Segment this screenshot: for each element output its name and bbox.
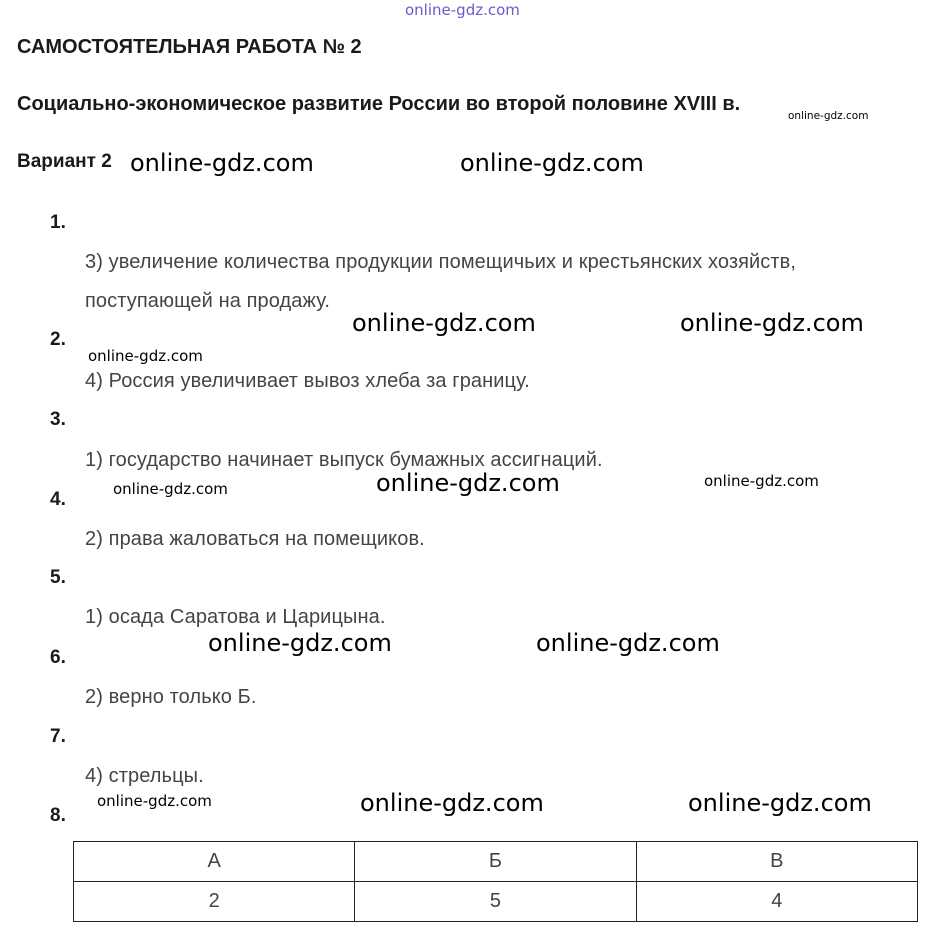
answer-5: 1) осада Саратова и Царицына. xyxy=(85,606,386,628)
question-number-7: 7. xyxy=(50,726,66,747)
question-number-3: 3. xyxy=(50,409,66,430)
question-number-4: 4. xyxy=(50,489,66,510)
answer-6: 2) верно только Б. xyxy=(85,686,257,708)
watermark-text: online-gdz.com xyxy=(788,110,869,122)
answer-3: 1) государство начинает выпуск бумажных ассигнаций. xyxy=(85,449,603,471)
watermark-text: online-gdz.com xyxy=(352,309,536,337)
watermark-text: online-gdz.com xyxy=(88,347,203,365)
table-cell: 4 xyxy=(636,882,917,922)
watermark-text: online-gdz.com xyxy=(376,469,560,497)
watermark-text: online-gdz.com xyxy=(113,480,228,498)
watermark-text: online-gdz.com xyxy=(460,149,644,177)
watermark-text: online-gdz.com xyxy=(688,789,872,817)
answer-7: 4) стрельцы. xyxy=(85,765,204,787)
answer-2: 4) Россия увеличивает вывоз хлеба за границу. xyxy=(85,370,530,392)
question-number-6: 6. xyxy=(50,647,66,668)
answer-1-line-2: поступающей на продажу. xyxy=(85,290,330,312)
question-number-2: 2. xyxy=(50,329,66,350)
table-cell: 5 xyxy=(355,882,636,922)
table-header-cell: А xyxy=(74,842,355,882)
watermark-text: online-gdz.com xyxy=(536,629,720,657)
watermark-text: online-gdz.com xyxy=(97,792,212,810)
watermark-text: online-gdz.com xyxy=(680,309,864,337)
watermark-text: online-gdz.com xyxy=(405,1,520,19)
table-header-cell: Б xyxy=(355,842,636,882)
page-subtitle: Социально-экономическое развитие России во второй половине XVIII в. xyxy=(17,93,741,115)
watermark-text: online-gdz.com xyxy=(704,472,819,490)
watermark-text: online-gdz.com xyxy=(130,149,314,177)
question-number-8: 8. xyxy=(50,805,66,826)
watermark-text: online-gdz.com xyxy=(360,789,544,817)
answer-1-line-1: 3) увеличение количества продукции помещичьих и крестьянских хозяйств, xyxy=(85,251,797,273)
table-header-row xyxy=(74,842,918,882)
page-title: САМОСТОЯТЕЛЬНАЯ РАБОТА № 2 xyxy=(17,36,362,58)
table-header-cell: В xyxy=(636,842,917,882)
table-cell: 2 xyxy=(74,882,355,922)
answer-table xyxy=(73,841,918,922)
question-number-1: 1. xyxy=(50,212,66,233)
question-number-5: 5. xyxy=(50,567,66,588)
answer-4: 2) права жаловаться на помещиков. xyxy=(85,528,425,550)
watermark-text: online-gdz.com xyxy=(208,629,392,657)
variant-label: Вариант 2 xyxy=(17,151,112,172)
table-row xyxy=(74,882,918,922)
